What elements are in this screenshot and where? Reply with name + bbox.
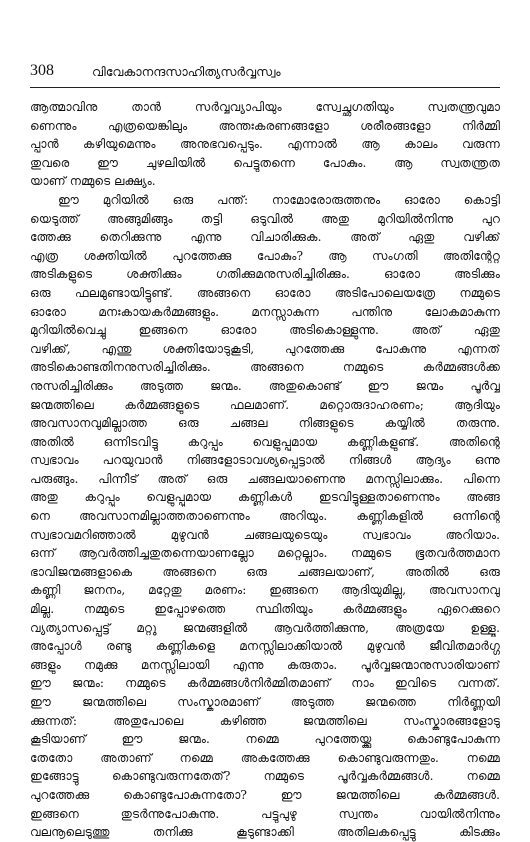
text-line: ഈ ജന്മം: നമ്മുടെ കർമ്മങ്ങൾനിർമ്മിതമാണ് നാം ഇവിടെ വന്നത്. xyxy=(30,676,500,691)
running-title: വിവേകാനന്ദസാഹിത്യസർവ്വസ്വം xyxy=(92,64,281,79)
text-line: കണ്ണി ജനനം, മറ്റേതു മരണം: ഇങ്ങനെ ആദിയുമില്ല, അവസാനവു xyxy=(30,583,500,598)
text-line: ത്തേക്കു തെറിക്കുന്നു എന്നു വിചാരിക്കുക. അത് ഏതു വഴിക്ക് xyxy=(30,230,500,245)
text-line: നുസരിച്ചിരിക്കും അടുത്ത ജന്മം. അതുകൊണ്ട് ഈ ജന്മം പൂർവ്വ xyxy=(30,378,500,393)
text-line: ങ്ങളും നമുക്കു മനസ്സിലായി എന്നു കരുതാം. പൂർവ്വജന്മാനുസാരിയാണ് xyxy=(30,657,500,672)
text-line: കൂടിയാണ് ഈ ജന്മം. നമ്മെ പുറത്തേയ്ക്കു കൊണ്ടുപോകുന്ന xyxy=(30,732,500,747)
paragraph xyxy=(30,98,500,191)
text-line: അവസാനവുമില്ലാത്ത ഒരു ചങ്ങല നിങ്ങളുടെ കയ്യിൽ തരുന്നു. xyxy=(30,416,500,431)
text-line: അടികൊണ്ടതിനനുസരിച്ചിരിക്കും. അങ്ങനെ നമ്മുടെ കർമ്മങ്ങൾക്ക xyxy=(30,360,500,375)
text-line: ഓരോ മനഃകായകർമ്മങ്ങളും. മനസ്സാകുന്ന പന്തിനു ലോകമാകുന്ന xyxy=(30,304,500,319)
text-line: യെടുത്ത് അങ്ങുമിങ്ങും തട്ടി ഒടുവിൽ അതു മുറിയിൽനിന്നു പുറ xyxy=(30,211,500,226)
text-line: പുറത്തേക്കു കൊണ്ടുപോകുന്നതോ? ഈ ജന്മത്തിലെ കർമ്മങ്ങൾ. xyxy=(30,787,500,802)
text-line: സ്വഭാവം പറയുവാൻ നിങ്ങളോടാവശ്യപ്പെട്ടാൽ നിങ്ങൾ ആദ്യം ഒന്നു xyxy=(30,453,500,468)
text-line: ഒന്ന് ആവർത്തിച്ചതുതന്നെയാണല്ലോ മറ്റെല്ലാം. നമ്മുടെ ഭൂതവർത്തമാന xyxy=(30,546,500,561)
text-line: ഒരു ഫലമുണ്ടായിട്ടുണ്ട്. അങ്ങനെ ഓരോ അടിപോലെയത്രേ നമ്മുടെ xyxy=(30,285,500,300)
text-line: നെ അവസാനമില്ലാത്തതാണെന്നും അറിയും. കണ്ണികളിൽ ഒന്നിന്റെ xyxy=(30,509,500,524)
header-rule xyxy=(30,87,500,88)
text-line: അതിൽ ഒന്നിടവിട്ടു കറുപ്പും വെളുപ്പുമായ കണ്ണികളുണ്ട്. അതിന്റെ xyxy=(30,434,500,449)
text-line: വഴിക്ക്, എന്തു ശക്തിയോടുകൂടി, പുറത്തേക്കു പോകുന്നു എന്നത് xyxy=(30,341,500,356)
text-line: ഭാവിജന്മങ്ങളാകെ അങ്ങനെ ഒരു ചങ്ങലയാണ്, അതിൽ ഒരു xyxy=(30,564,500,579)
page-number: 308 xyxy=(30,62,54,79)
paragraph xyxy=(30,191,500,842)
text-line: ഇങ്ങനെ തുടർന്നുപോകുന്നു. പട്ടുപുഴു സ്വന്തം വായിൽനിന്നും xyxy=(30,806,500,821)
text-line: മുറിയിൽവെച്ചു ഇങ്ങനെ ഓരോ അടികൊള്ളുന്നു. അത് ഏതു xyxy=(30,323,500,338)
text-line: തേതോ അതാണ് നമ്മെ അകത്തേക്കു കൊണ്ടുവരുന്നതും. നമ്മെ xyxy=(30,750,500,765)
page-header xyxy=(30,62,500,84)
text-line: മില്ല. നമ്മുടെ ഇപ്പോഴത്തെ സ്ഥിതിയും കർമ്മങ്ങളും ഏറെക്കുറെ xyxy=(30,602,500,617)
text-line: ഈ ജന്മത്തിലെ സംസ്കാരമാണ് അടുത്ത ജന്മത്തെ നിർണ്ണയി xyxy=(30,695,500,709)
text-line: ഈ മുറിയിൽ ഒരു പന്ത്: നാമോരോരുത്തനും ഓരോ കൊട്ടി xyxy=(58,192,500,207)
text-line: എത്ര ശക്തിയിൽ പുറത്തേക്കു പോകും? ആ സംഗതി അതിന്റേറ്റ xyxy=(30,248,500,263)
text-line: ഇങ്ങോട്ടു കൊണ്ടുവരുന്നതേത്? നമ്മുടെ പൂർവ്വകർമ്മങ്ങൾ. നമ്മെ xyxy=(30,769,500,784)
text-line: വലനൂലെടുത്തു തനിക്കു കൂടുണ്ടാക്കി അതിലകപ്പെട്ടു കിടക്കും xyxy=(30,825,500,840)
text-line: അടികളുടെ ശക്തിക്കും ഗതിക്കുമനുസരിച്ചിരിക്കും. ഓരോ അടിക്കും xyxy=(30,267,500,282)
text-line: ക്കുന്നത്: അതുപോലെ കഴിഞ്ഞ ജന്മത്തിലെ സംസ്കാരങ്ങളോടു xyxy=(30,713,500,728)
text-line: ജന്മത്തിലെ കർമ്മങ്ങളുടെ ഫലമാണ്. മറ്റൊരുദാഹരണം; ആദിയും xyxy=(30,397,500,412)
text-line: പ്പാൻ കഴിയുമെന്നും അനുഭവപ്പെടും. എന്നാൽ ആ കാലം വരുന്ന xyxy=(30,137,500,152)
text-line: ആത്മാവിനു താൻ സർവ്വവ്യാപിയും സ്വേച്ഛഗതിയും സ്വതന്ത്രവുമാ xyxy=(30,100,500,114)
text-line: ണെന്നും എത്രയെങ്കിലും അന്തഃകരണങ്ങളോ ശരീരങ്ങളോ നിർമ്മി xyxy=(30,118,500,133)
text-line: സ്വഭാവമറിഞ്ഞാൽ മുഴുവൻ ചങ്ങലയുടെയും സ്വഭാവം അറിയാം. xyxy=(30,527,500,542)
body-text xyxy=(30,98,500,842)
text-line: അതു കറുപ്പും വെളുപ്പുമായ കണ്ണികൾ ഇടവിട്ടുള്ളതാണെന്നും അങ്ങ xyxy=(30,490,500,505)
text-line: യാണ് നമ്മുടെ ലക്ഷ്യം. xyxy=(30,174,156,189)
text-line: പരുങ്ങും. പിന്നീട് അത് ഒരു ചങ്ങലയാണെന്നു മനസ്സിലാക്കും. പിന്നെ xyxy=(30,471,500,486)
text-line: തുവരെ ഈ ചുഴലിയിൽ പെട്ടുതന്നെ പോകും. ആ സ്വതന്ത്രത xyxy=(30,155,500,170)
text-line: അപ്പോൾ രണ്ടു കണ്ണികളെ മനസ്സിലാക്കിയാൽ മുഴുവൻ ജീവിതമാർഗ്ഗ xyxy=(30,639,500,654)
text-line: വ്യത്യാസപ്പെട്ട് മറ്റു ജന്മങ്ങളിൽ ആവർത്തിക്കുന്നു, അത്രയേ ഉള്ളൂ. xyxy=(30,620,500,635)
